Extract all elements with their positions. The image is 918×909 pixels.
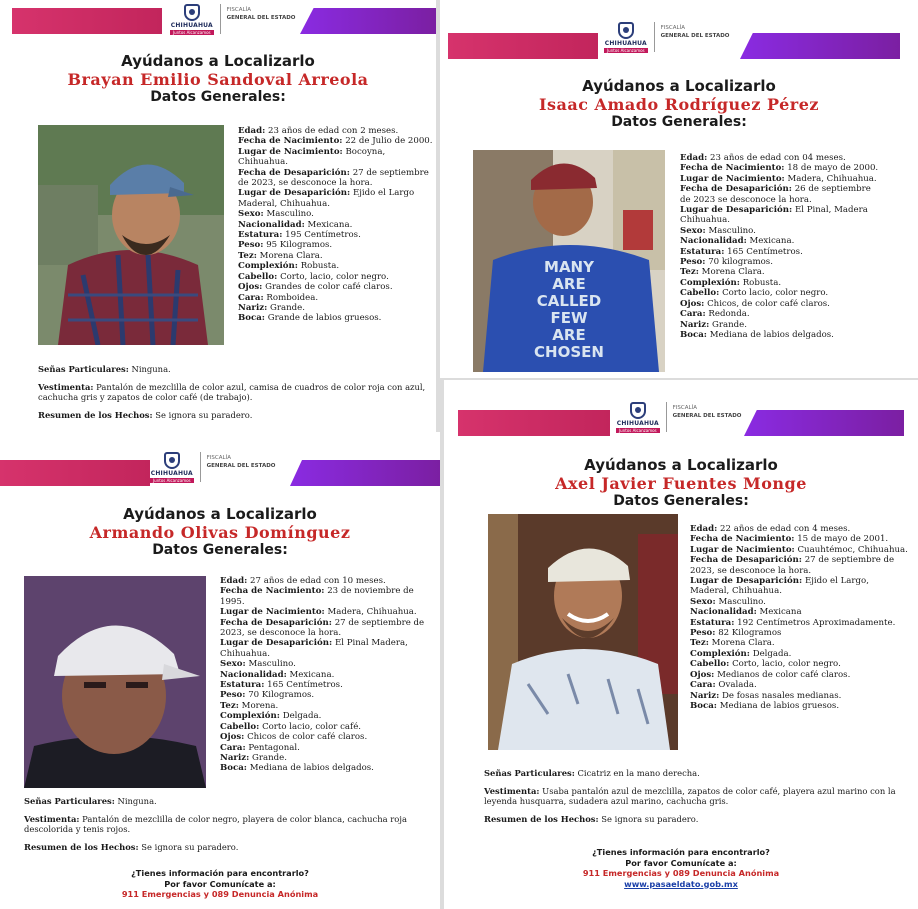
data-row: Lugar de Nacimiento: Madera, Chihuahua. [220, 607, 417, 618]
data-row: Complexión: Delgada. [690, 648, 792, 659]
data-row: Cara: Ovalada. [690, 680, 757, 691]
contact-question: ¿Tienes información para encontrarlo? [131, 868, 309, 878]
shirt-text: CHOSEN [534, 343, 604, 361]
contact-footer [0, 868, 440, 900]
pink-band [448, 33, 598, 59]
data-row: Boca: Grande de labios gruesos. [238, 313, 382, 324]
data-row: Cabello: Corto lacio, color negro. [680, 288, 829, 299]
data-row: Peso: 70 Kilogramos. [220, 690, 315, 701]
data-row: Ojos: Medianos de color café claros. [690, 669, 851, 680]
data-row: Fecha de Desaparición: 27 de septiembre de 2023, se desconoce la hora. [238, 167, 429, 189]
shirt-text: ARE [552, 326, 586, 344]
contact-call: Por favor Comunícate a: [625, 857, 737, 868]
agency-name: FISCALÍA GENERAL DEL ESTADO [206, 455, 276, 469]
data-row: Boca: Mediana de labios gruesos. [690, 700, 840, 711]
poster-armando [0, 432, 440, 909]
senas-particulares: Señas Particulares: Cicatriz en la mano derecha. [484, 768, 700, 778]
general-data [220, 576, 430, 774]
poster-title: Ayúdanos a Localizarlo [121, 52, 315, 70]
person-name: Axel Javier Fuentes Monge [555, 474, 807, 493]
data-row: Ojos: Chicos, de color café claros. [680, 298, 830, 309]
data-row: Fecha de Desaparición: 26 de septiembre de 2023 se desconoce la hora. [680, 184, 871, 205]
poster-header [0, 52, 436, 105]
data-row: Fecha de Nacimiento: 15 de mayo de 2001. [690, 534, 889, 545]
resumen-hechos: Resumen de los Hechos: Se ignora su paradero. [38, 409, 253, 420]
data-row: Edad: 27 años de edad con 10 meses. [220, 576, 386, 586]
vestimenta: Vestimenta: Pantalón de mezclilla de color azul, camisa de cuadros de color roja con azul, cachucha gris y zapatos de color café (de trabajo). [38, 381, 426, 402]
data-row: Fecha de Nacimiento: 22 de Julio de 2000. [238, 136, 433, 147]
data-row: Fecha de Nacimiento: 18 de mayo de 2000. [680, 163, 879, 174]
additional-info [38, 364, 428, 427]
shirt-text: MANY [544, 258, 594, 276]
data-row: Nariz: Grande. [220, 752, 287, 763]
resumen-hechos: Resumen de los Hechos: Se ignora su paradero. [484, 813, 699, 824]
poster-brayan [0, 0, 436, 432]
data-row: Tez: Morena Clara. [690, 638, 775, 649]
section-subtitle: Datos Generales: [613, 493, 749, 509]
data-row: Nariz: Grande. [238, 302, 305, 313]
shirt-text: FEW [550, 309, 588, 327]
shirt-text: ARE [552, 275, 586, 293]
vestimenta: Vestimenta: Usaba pantalón azul de mezclilla, zapatos de color café, playera azul marino con la leyenda husquarra, sudadera azul marino, cachucha gris. [484, 785, 896, 806]
section-subtitle: Datos Generales: [150, 89, 286, 105]
pink-band [12, 8, 162, 34]
section-subtitle: Datos Generales: [611, 114, 747, 130]
contact-call: Por favor Comunícate a: [164, 878, 276, 889]
data-row: Fecha de Desaparición: 27 de septiembre de 2023, se desconoce la hora. [220, 617, 425, 639]
pink-band [458, 410, 610, 436]
person-photo [488, 514, 678, 750]
data-row: Fecha de Desaparición: 27 de septiembre de 2023, se desconoce la hora. [690, 555, 895, 576]
data-row: Complexión: Robusta. [238, 261, 340, 272]
data-row: Estatura: 192 Centímetros Aproximadamente. [690, 617, 896, 628]
data-row: Estatura: 165 Centímetros. [680, 246, 803, 257]
general-data [680, 153, 880, 340]
general-data [238, 126, 433, 324]
agency-name: FISCALÍA GENERAL DEL ESTADO [660, 25, 730, 39]
data-row: Sexo: Masculino. [220, 659, 296, 670]
data-row: Fecha de Nacimiento: 23 de noviembre de 1995. [220, 586, 414, 607]
poster-title: Ayúdanos a Localizarlo [584, 456, 778, 474]
poster-title: Ayúdanos a Localizarlo [582, 77, 776, 95]
data-row: Nacionalidad: Mexicana. [220, 669, 335, 680]
data-row: Lugar de Nacimiento: Cuauhtémoc, Chihuahua. [690, 544, 908, 555]
data-row: Lugar de Nacimiento: Bocoyna, Chihuahua. [238, 146, 386, 168]
resumen-hechos: Resumen de los Hechos: Se ignora su paradero. [24, 841, 239, 852]
additional-info [484, 768, 904, 831]
data-row: Lugar de Desaparición: Ejido el Largo Maderal, Chihuahua. [238, 188, 415, 209]
data-row: Cabello: Corto, lacio, color negro. [690, 659, 841, 670]
data-row: Sexo: Masculino. [690, 596, 766, 607]
agency-logo: CHIHUAHUA Juntos Alcanzamos FISCALÍA GENERAL DEL ESTADO [616, 402, 741, 433]
purple-band [300, 8, 436, 34]
data-row: Sexo: Masculino. [680, 225, 756, 236]
data-row: Edad: 23 años de edad con 04 meses. [680, 153, 846, 163]
shield-icon [164, 452, 180, 469]
data-row: Ojos: Grandes de color café claros. [238, 282, 393, 293]
person-name: Brayan Emilio Sandoval Arreola [67, 70, 369, 89]
data-row: Estatura: 165 Centímetros. [220, 680, 343, 691]
data-row: Cara: Redonda. [680, 309, 750, 320]
data-row: Nacionalidad: Mexicana. [238, 219, 353, 230]
emergency-numbers: 911 Emergencias y 089 Denuncia Anónima [582, 868, 780, 878]
shield-icon [630, 402, 646, 419]
person-photo [473, 150, 665, 372]
agency-name: FISCALÍA GENERAL DEL ESTADO [226, 7, 296, 21]
purple-band [740, 33, 900, 59]
website-link[interactable]: www.pasaeldato.gob.mx [624, 878, 738, 889]
shield-icon [184, 4, 200, 21]
data-row: Tez: Morena. [220, 700, 279, 711]
agency-logo: CHIHUAHUA Juntos Alcanzamos FISCALÍA GENERAL DEL ESTADO [604, 22, 729, 53]
data-row: Complexión: Robusta. [680, 277, 782, 288]
data-row: Edad: 23 años de edad con 2 meses. [238, 126, 399, 136]
contact-question: ¿Tienes información para encontrarlo? [592, 847, 770, 857]
data-row: Boca: Mediana de labios delgados. [220, 763, 374, 774]
data-row: Cabello: Corto, lacio, color negro. [238, 271, 389, 282]
seal-tag: Juntos Alcanzamos [170, 30, 214, 35]
poster-header [0, 505, 440, 558]
data-row: Boca: Mediana de labios delgados. [680, 329, 834, 340]
data-row: Nacionalidad: Mexicana [690, 607, 802, 618]
data-row: Ojos: Chicos de color café claros. [220, 732, 368, 743]
data-row: Cabello: Corto lacio, color café. [220, 721, 362, 732]
data-row: Nariz: Grande. [680, 319, 747, 330]
data-row: Nariz: De fosas nasales medianas. [690, 690, 842, 701]
person-name: Isaac Amado Rodríguez Pérez [539, 95, 819, 114]
data-row: Lugar de Nacimiento: Madera, Chihuahua. [680, 173, 877, 184]
data-row: Sexo: Masculino. [238, 209, 314, 220]
data-row: Peso: 95 Kilogramos. [238, 240, 333, 251]
data-row: Nacionalidad: Mexicana. [680, 236, 795, 247]
person-name: Armando Olivas Domínguez [89, 523, 351, 542]
contact-footer [444, 847, 918, 889]
poster-title: Ayúdanos a Localizarlo [123, 505, 317, 523]
data-row: Tez: Morena Clara. [680, 267, 765, 278]
poster-axel [444, 380, 918, 909]
data-row: Tez: Morena Clara. [238, 250, 323, 261]
purple-band [290, 460, 440, 486]
data-row: Cara: Pentagonal. [220, 742, 300, 753]
data-row: Peso: 70 kilogramos. [680, 257, 773, 268]
person-photo [24, 576, 206, 788]
data-row: Complexión: Delgada. [220, 711, 322, 722]
data-row: Edad: 22 años de edad con 4 meses. [690, 524, 851, 534]
seal-text: CHIHUAHUA [170, 22, 213, 29]
agency-name: FISCALÍA GENERAL DEL ESTADO [672, 405, 742, 419]
pink-band [0, 460, 150, 486]
poster-isaac [440, 0, 918, 378]
poster-header [440, 77, 918, 130]
purple-band [744, 410, 904, 436]
data-row: Lugar de Desaparición: El Pinal, Madera Chihuahua. [680, 205, 868, 226]
data-row: Lugar de Desaparición: El Pinal Madera, Chihuahua. [220, 638, 408, 659]
additional-info [24, 796, 414, 859]
agency-logo [170, 4, 295, 35]
data-row: Peso: 82 Kilogramos [690, 628, 782, 639]
data-row: Lugar de Desaparición: Ejido el Largo, Maderal, Chihuahua. [690, 576, 869, 597]
agency-logo: CHIHUAHUA Juntos Alcanzamos FISCALÍA GENERAL DEL ESTADO [150, 452, 275, 483]
section-subtitle: Datos Generales: [152, 542, 288, 558]
person-photo [38, 125, 224, 345]
senas-particulares: Señas Particulares: Ninguna. [24, 796, 157, 806]
senas-particulares: Señas Particulares: Ninguna. [38, 364, 171, 374]
emergency-numbers: 911 Emergencias y 089 Denuncia Anónima [121, 889, 319, 899]
poster-header [444, 456, 918, 509]
vestimenta: Vestimenta: Pantalón de mezclilla de color negro, playera de color blanca, cachucha roja descolorida y tenis rojos. [24, 813, 407, 834]
data-row: Cara: Romboidea. [238, 292, 319, 303]
shirt-text: CALLED [536, 292, 602, 310]
data-row: Estatura: 195 Centímetros. [238, 230, 361, 241]
shield-icon [618, 22, 634, 39]
general-data [690, 524, 910, 711]
